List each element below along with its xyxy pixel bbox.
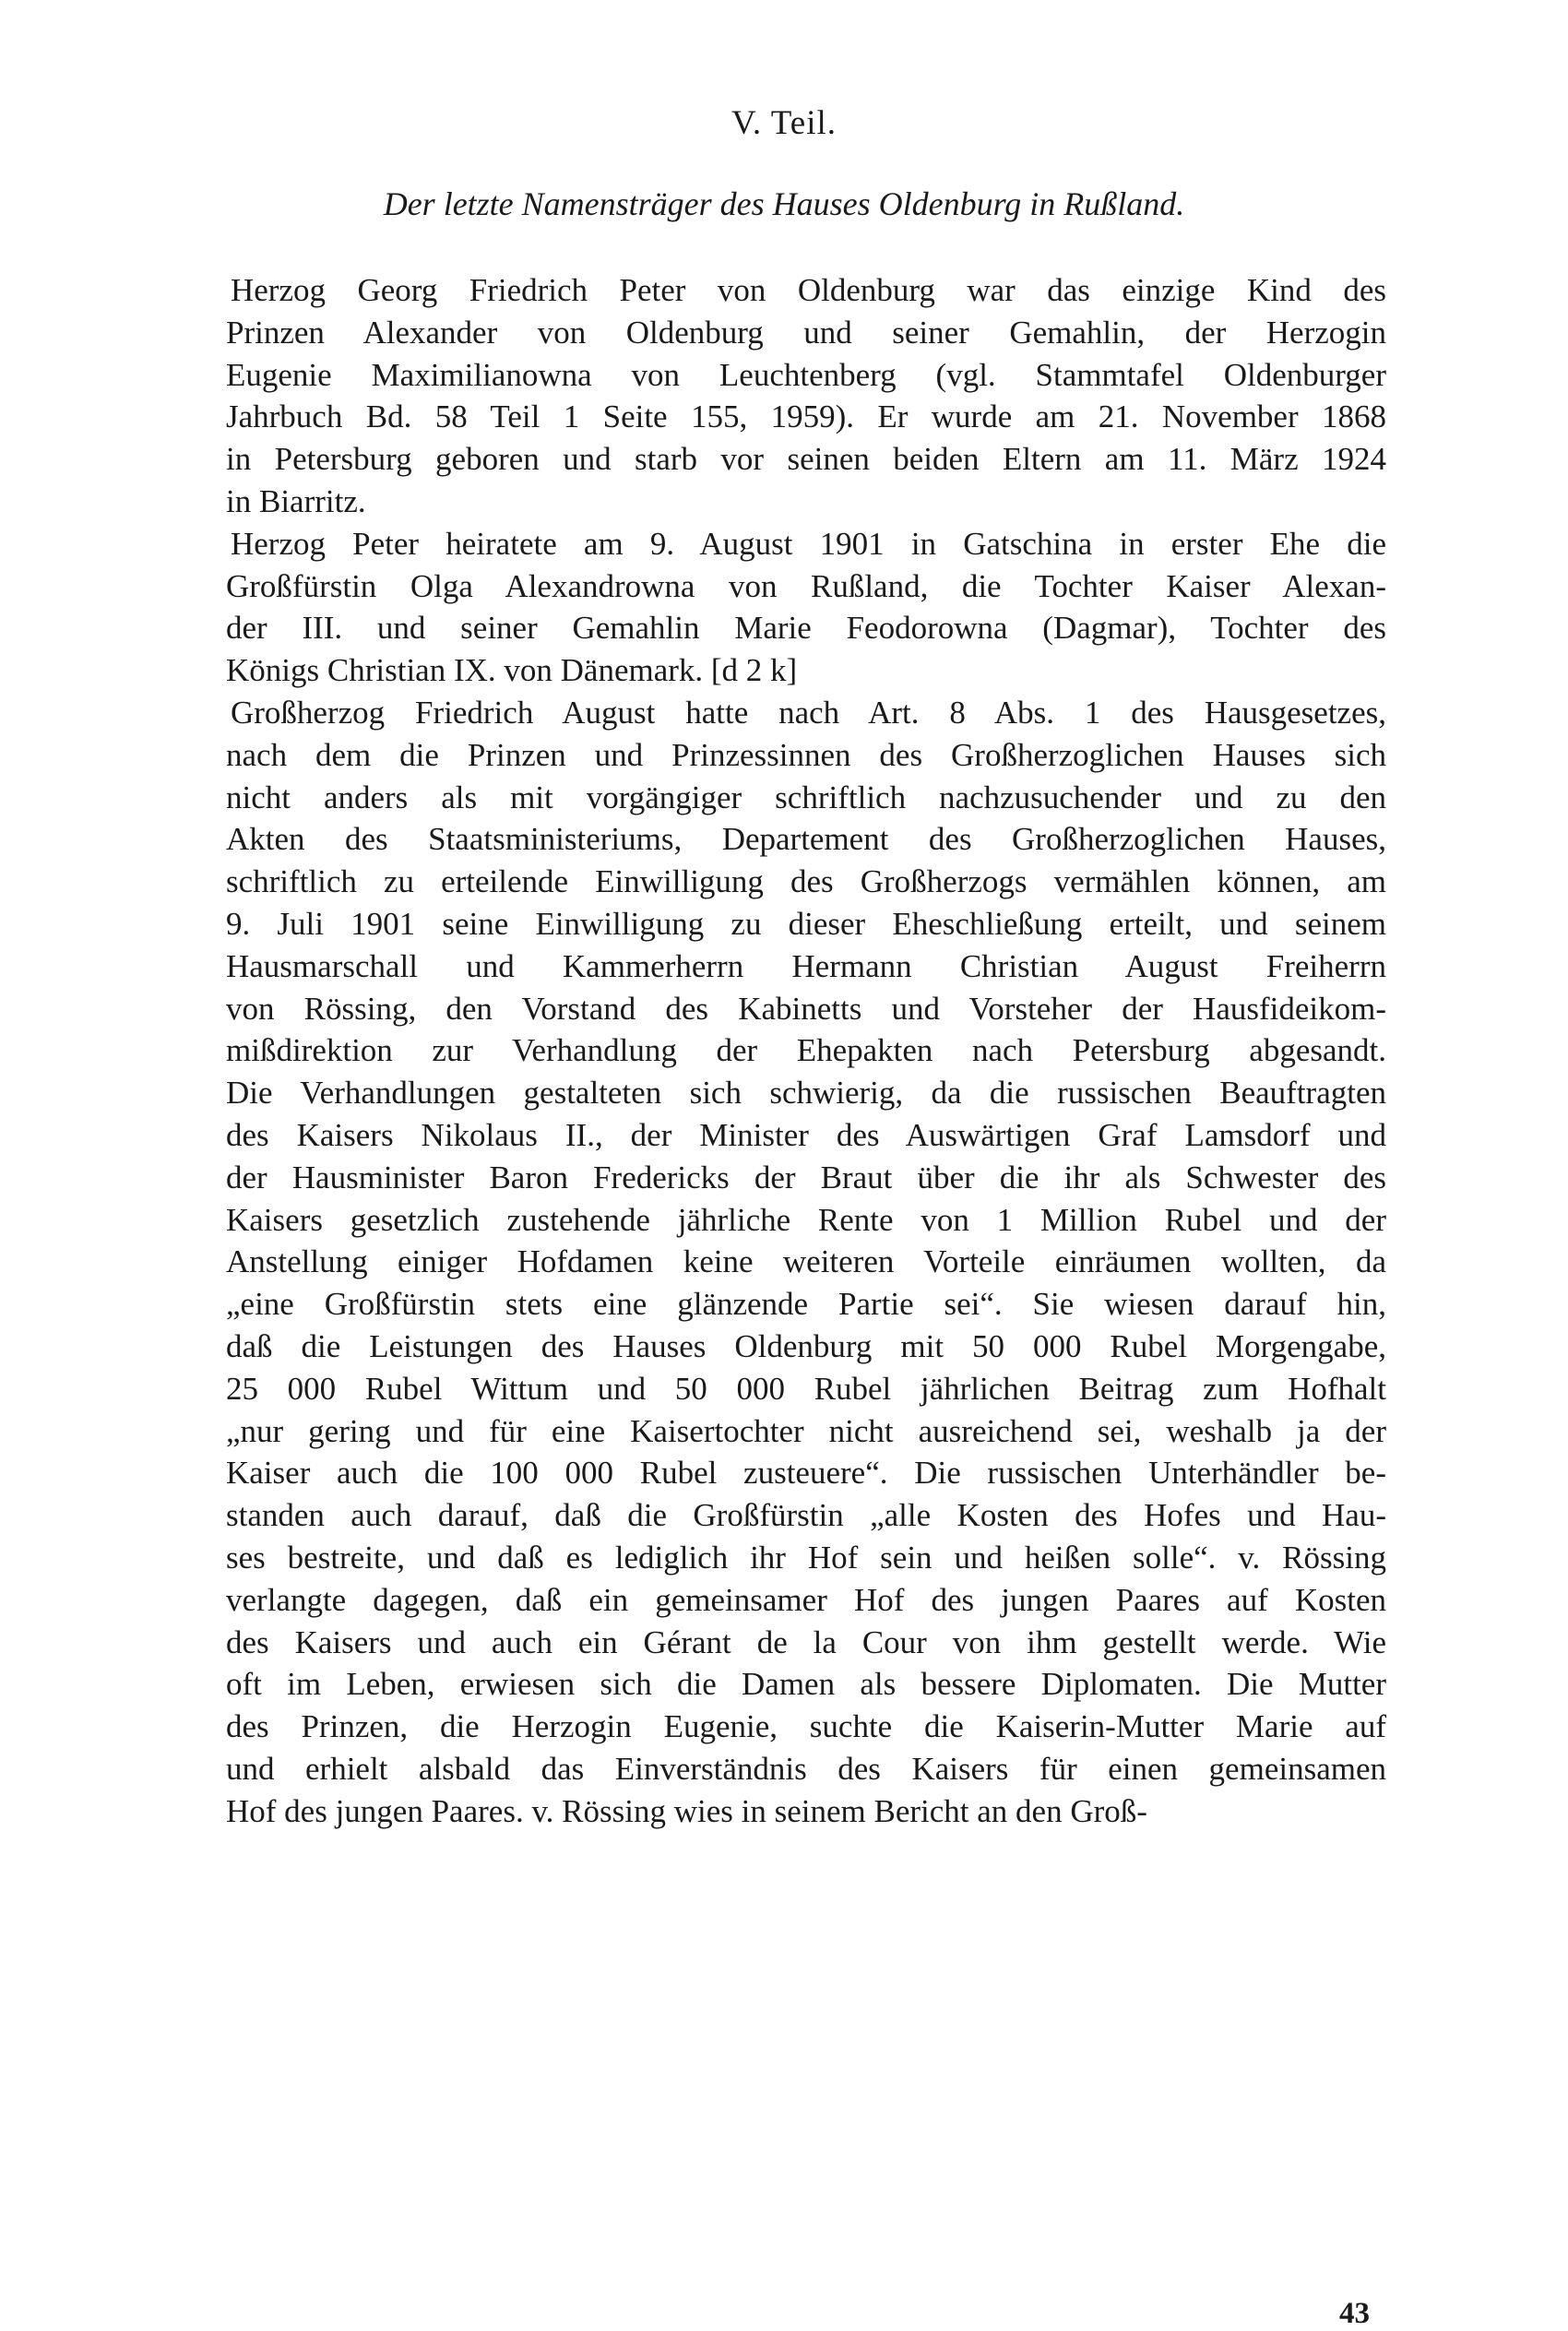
text-line: des Prinzen, die Herzogin Eugenie, suchte die Kaiserin-Mutter Marie auf	[226, 1708, 1386, 1745]
page-number: 43	[1339, 2297, 1370, 2330]
text-line: von Rössing, den Vorstand des Kabinetts und Vorsteher der Hausfideikom-	[226, 990, 1386, 1027]
text-line: nach dem die Prinzen und Prinzessinnen des Großherzoglichen Hauses sich	[226, 736, 1386, 773]
text-line: 9. Juli 1901 seine Einwilligung zu dieser Eheschließung erteilt, und seinem	[226, 905, 1386, 942]
text-line: des Kaisers Nikolaus II., der Minister des Auswärtigen Graf Lamsdorf und	[226, 1116, 1386, 1153]
text-line: Großherzog Friedrich August hatte nach Art. 8 Abs. 1 des Hausgesetzes,	[231, 694, 1386, 731]
text-line: Großfürstin Olga Alexandrowna von Rußland, die Tochter Kaiser Alexan-	[226, 567, 1386, 604]
body-text	[226, 269, 1386, 1832]
text-line: des Kaisers und auch ein Gérant de la Cour von ihm gestellt werde. Wie	[226, 1623, 1386, 1660]
text-line: in Petersburg geboren und starb vor seinen beiden Eltern am 11. März 1924	[226, 441, 1386, 478]
text-line: und erhielt alsbald das Einverständnis des Kaisers für einen gemeinsamen	[226, 1750, 1386, 1787]
chapter-title: Der letzte Namensträger des Hauses Oldenburg in Rußland.	[383, 185, 1185, 222]
text-line: oft im Leben, erwiesen sich die Damen als bessere Diplomaten. Die Mutter	[226, 1666, 1386, 1703]
text-line: „eine Großfürstin stets eine glänzende Partie sei“. Sie wiesen darauf hin,	[226, 1286, 1386, 1323]
text-line: Jahrbuch Bd. 58 Teil 1 Seite 155, 1959). Er wurde am 21. November 1868	[226, 398, 1386, 435]
paragraph	[226, 692, 1386, 1833]
text-line: Herzog Peter heiratete am 9. August 1901 in Gatschina in erster Ehe die	[231, 525, 1386, 562]
text-line: Hof des jungen Paares. v. Rössing wies in seinem Bericht an den Groß-	[226, 1792, 1147, 1829]
paragraph	[226, 269, 1386, 523]
text-line: in Biarritz.	[226, 482, 366, 519]
text-line: Kaisers gesetzlich zustehende jährliche Rente von 1 Million Rubel und der	[226, 1201, 1386, 1238]
text-line: der III. und seiner Gemahlin Marie Feodorowna (Dagmar), Tochter des	[226, 610, 1386, 647]
text-line: standen auch darauf, daß die Großfürstin „alle Kosten des Hofes und Hau-	[226, 1497, 1386, 1534]
text-line: nicht anders als mit vorgängiger schriftlich nachzusuchender und zu den	[226, 779, 1386, 815]
text-line: Hausmarschall und Kammerherrn Hermann Christian August Freiherrn	[226, 947, 1386, 984]
text-line: schriftlich zu erteilende Einwilligung des Großherzogs vermählen können, am	[226, 863, 1386, 900]
text-line: 25 000 Rubel Wittum und 50 000 Rubel jährlichen Beitrag zum Hofhalt	[226, 1370, 1386, 1407]
text-line: „nur gering und für eine Kaisertochter nicht ausreichend sei, weshalb ja der	[226, 1412, 1386, 1449]
text-line: verlangte dagegen, daß ein gemeinsamer Hof des jungen Paares auf Kosten	[226, 1581, 1386, 1618]
text-line: mißdirektion zur Verhandlung der Ehepakten nach Petersburg abgesandt.	[226, 1032, 1386, 1069]
text-line: Königs Christian IX. von Dänemark. [d 2 k]	[226, 652, 798, 689]
text-line: Die Verhandlungen gestalteten sich schwierig, da die russischen Beauftragten	[226, 1075, 1386, 1112]
text-line: daß die Leistungen des Hauses Oldenburg mit 50 000 Rubel Morgengabe,	[226, 1327, 1386, 1364]
part-heading: V. Teil.	[731, 104, 837, 142]
text-line: Kaiser auch die 100 000 Rubel zusteuere“. Die russischen Unterhändler be-	[226, 1455, 1386, 1492]
text-line: Prinzen Alexander von Oldenburg und seiner Gemahlin, der Herzogin	[226, 314, 1386, 351]
text-line: Herzog Georg Friedrich Peter von Oldenburg war das einzige Kind des	[231, 272, 1386, 308]
text-line: Akten des Staatsministeriums, Departement des Großherzoglichen Hauses,	[226, 821, 1386, 858]
paragraph	[226, 523, 1386, 692]
text-line: ses bestreite, und daß es lediglich ihr Hof sein und heißen solle“. v. Rössing	[226, 1539, 1386, 1576]
text-line: Eugenie Maximilianowna von Leuchtenberg (vgl. Stammtafel Oldenburger	[226, 356, 1386, 393]
text-line: Anstellung einiger Hofdamen keine weiteren Vorteile einräumen wollten, da	[226, 1243, 1386, 1280]
text-line: der Hausminister Baron Fredericks der Braut über die ihr als Schwester des	[226, 1159, 1386, 1195]
